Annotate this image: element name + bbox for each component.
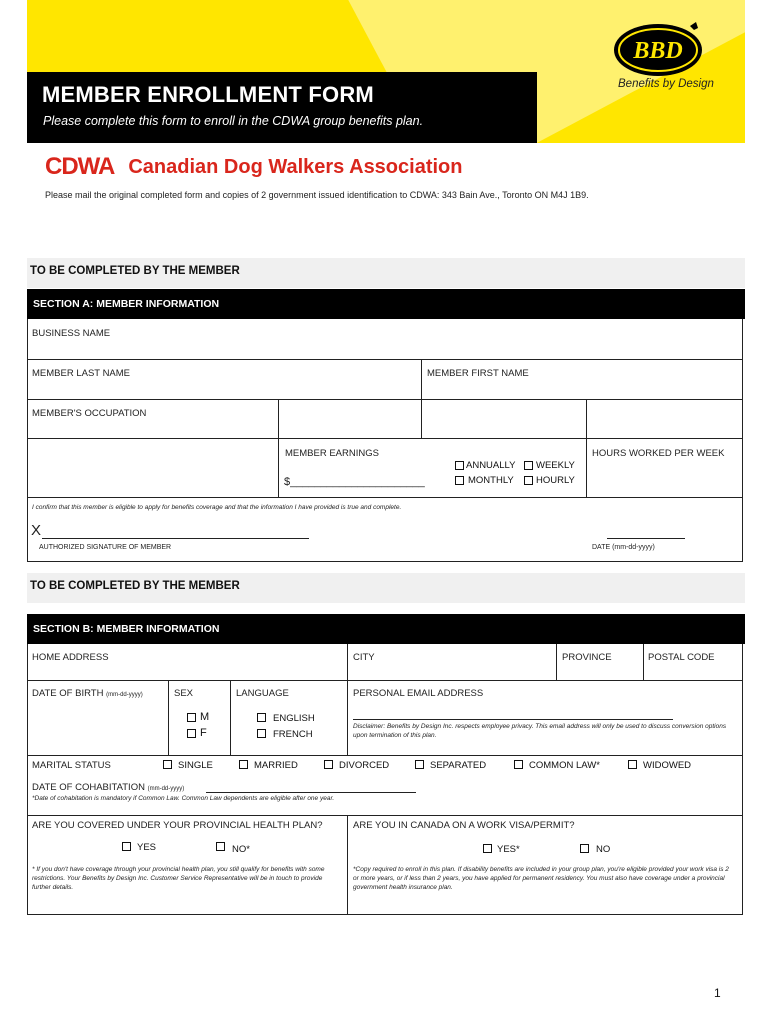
visa-no-checkbox[interactable] <box>580 844 589 853</box>
divider <box>27 438 743 439</box>
english-label: ENGLISH <box>273 713 315 724</box>
divider <box>168 680 169 755</box>
language-label: LANGUAGE <box>236 688 289 699</box>
annually-label: ANNUALLY <box>466 460 516 471</box>
divider <box>421 399 422 438</box>
visa-no-label: NO <box>596 844 611 855</box>
bbd-tagline: Benefits by Design <box>618 78 714 90</box>
email-disclaimer: Disclaimer: Benefits by Design Inc. respects employee privacy. This email address will only be used to discuss conversion options upon termination of this plan. <box>353 723 727 739</box>
married-checkbox[interactable] <box>239 760 248 769</box>
bbd-logo-text: BBD <box>633 38 683 64</box>
sex-f-checkbox[interactable] <box>187 729 196 738</box>
cohabitation-label <box>32 782 184 793</box>
section-a-title: SECTION A: MEMBER INFORMATION <box>27 289 745 319</box>
annually-checkbox[interactable] <box>455 461 464 470</box>
first-name-label: MEMBER FIRST NAME <box>427 368 529 379</box>
dob-format: (mm-dd-yyyy) <box>106 692 143 698</box>
email-field[interactable] <box>353 719 673 720</box>
divider <box>27 359 743 360</box>
divider <box>27 399 743 400</box>
separated-checkbox[interactable] <box>415 760 424 769</box>
city-label: CITY <box>353 652 375 663</box>
date-label: DATE (mm-dd-yyyy) <box>592 544 655 551</box>
provincial-note: * If you don't have coverage through your provincial health plan, you still qualify for benefits with some restrictions. Your Benefits by Design Inc. Customer Service Representative will be in touch to provide further details. <box>32 866 325 891</box>
single-checkbox[interactable] <box>163 760 172 769</box>
common-law-checkbox[interactable] <box>514 760 523 769</box>
hourly-checkbox[interactable] <box>524 476 533 485</box>
cohabitation-note: *Date of cohabitation is mandatory if Common Law. Common Law dependents are eligible after one year. <box>32 795 335 802</box>
common-law-label: COMMON LAW* <box>529 760 600 771</box>
section-b-title: SECTION B: MEMBER INFORMATION <box>27 614 745 644</box>
signature-label: AUTHORIZED SIGNATURE OF MEMBER <box>39 544 172 551</box>
divider <box>556 644 557 680</box>
section-b-banner: TO BE COMPLETED BY THE MEMBER <box>27 573 745 603</box>
dob-label <box>32 688 143 699</box>
date-line[interactable] <box>607 538 685 539</box>
sex-label: SEX <box>174 688 194 699</box>
section-a-box <box>27 319 743 562</box>
provincial-yes-checkbox[interactable] <box>122 842 131 851</box>
widowed-checkbox[interactable] <box>628 760 637 769</box>
mail-instructions: Please mail the original completed form and copies of 2 government issued identification to CDWA: 343 Bain Ave., Toronto ON M4J 1B9. <box>45 190 589 200</box>
signature-line[interactable] <box>42 538 309 539</box>
confirmation-text: I confirm that this member is eligible to apply for benefits coverage and that the information I have provided is true and complete. <box>32 504 402 511</box>
association-row <box>45 152 462 182</box>
visa-question: ARE YOU IN CANADA ON A WORK VISA/PERMIT? <box>353 820 575 831</box>
sex-m-label: M <box>200 711 210 723</box>
hours-label: HOURS WORKED PER WEEK <box>592 448 725 459</box>
cohabitation-format: (mm-dd-yyyy) <box>147 786 185 792</box>
widowed-label: WIDOWED <box>643 760 692 771</box>
divider <box>27 497 743 498</box>
divorced-checkbox[interactable] <box>324 760 333 769</box>
divorced-label: DIVORCED <box>339 760 390 771</box>
visa-note: *Copy required to enroll in this plan. If disability benefits are included in your group plan, you're eligible provided your work visa is 2 or more years, or if less than 2 years, you have applied for permanent residency. You must also have coverage under a provincial government health insurance plan. <box>353 866 729 891</box>
association-name: Canadian Dog Walkers Association <box>128 155 463 178</box>
divider <box>27 755 743 756</box>
visa-yes-label: YES* <box>497 844 520 855</box>
home-address-label: HOME ADDRESS <box>32 652 109 663</box>
page-number: 1 <box>714 986 721 1000</box>
last-name-label: MEMBER LAST NAME <box>32 368 131 379</box>
dob-label-text: DATE OF BIRTH <box>32 688 104 699</box>
divider <box>586 399 587 497</box>
monthly-label: MONTHLY <box>468 475 514 486</box>
french-label: FRENCH <box>273 729 313 740</box>
divider <box>27 815 743 816</box>
business-name-label: BUSINESS NAME <box>32 328 111 339</box>
page-subtitle: Please complete this form to enroll in the CDWA group benefits plan. <box>43 114 424 128</box>
earnings-dollar-field[interactable]: $______________________ <box>284 476 425 488</box>
divider <box>278 399 279 497</box>
cdwa-logo: CDWA <box>45 153 115 180</box>
marital-status-label: MARITAL STATUS <box>32 760 111 771</box>
separated-label: SEPARATED <box>430 760 487 771</box>
divider <box>421 359 422 399</box>
weekly-label: WEEKLY <box>536 460 575 471</box>
weekly-checkbox[interactable] <box>524 461 533 470</box>
email-label: PERSONAL EMAIL ADDRESS <box>353 688 484 699</box>
visa-yes-checkbox[interactable] <box>483 844 492 853</box>
divider <box>27 680 743 681</box>
section-a-banner: TO BE COMPLETED BY THE MEMBER <box>27 258 745 288</box>
occupation-label: MEMBER'S OCCUPATION <box>32 408 147 419</box>
married-label: MARRIED <box>254 760 298 771</box>
provincial-yes-label: YES <box>137 842 157 853</box>
provincial-no-label: NO* <box>232 844 250 855</box>
cohabitation-label-text: DATE OF COHABITATION <box>32 782 145 793</box>
single-label: SINGLE <box>178 760 213 771</box>
province-label: PROVINCE <box>562 652 612 663</box>
divider <box>347 644 348 755</box>
earnings-label: MEMBER EARNINGS <box>285 448 379 459</box>
provincial-question: ARE YOU COVERED UNDER YOUR PROVINCIAL HEALTH PLAN? <box>32 820 323 831</box>
cohabitation-field[interactable] <box>206 792 416 793</box>
signature-mark: X <box>31 522 42 539</box>
french-checkbox[interactable] <box>257 729 266 738</box>
monthly-checkbox[interactable] <box>455 476 464 485</box>
sex-m-checkbox[interactable] <box>187 713 196 722</box>
provincial-no-checkbox[interactable] <box>216 842 225 851</box>
page-title: MEMBER ENROLLMENT FORM <box>42 82 374 107</box>
divider <box>347 815 348 915</box>
sex-f-label: F <box>200 727 207 739</box>
divider <box>643 644 644 680</box>
english-checkbox[interactable] <box>257 713 266 722</box>
postal-code-label: POSTAL CODE <box>648 652 715 663</box>
hourly-label: HOURLY <box>536 475 575 486</box>
divider <box>230 680 231 755</box>
